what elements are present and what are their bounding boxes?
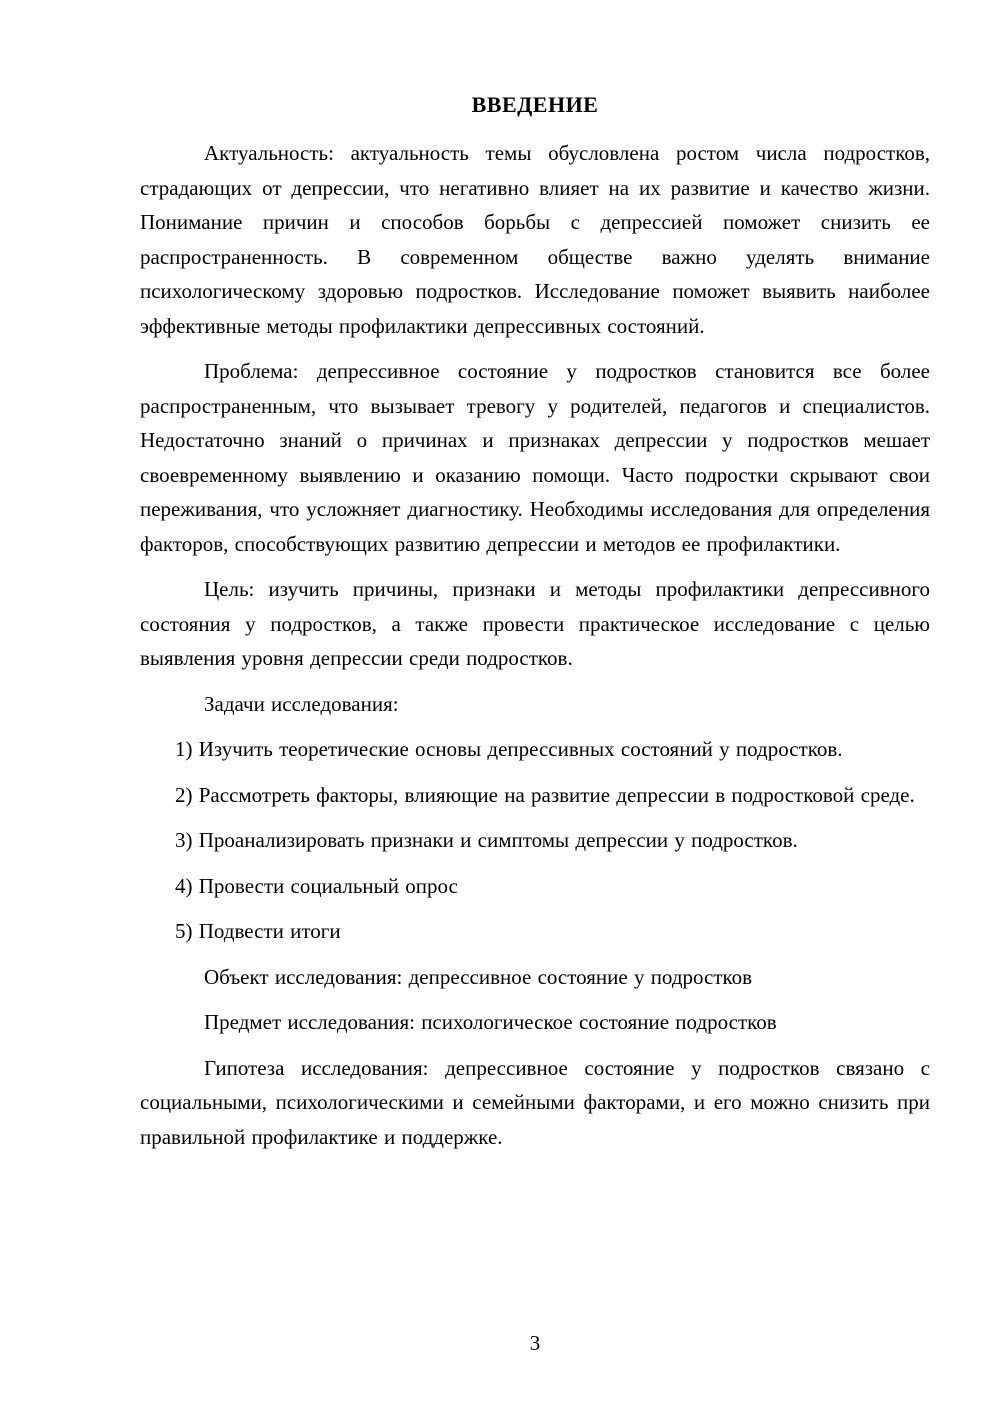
paragraph-goal: Цель: изучить причины, признаки и методы профилактики депрессивного состояния у подростков, а также провести практическое исследование с целью выявления уровня депрессии среди подростков.: [140, 577, 930, 670]
list-item-2: 2) Рассмотреть факторы, влияющие на развитие депрессии в подростковой среде.: [175, 782, 915, 807]
paragraph-tasks-heading: Задачи исследования:: [204, 691, 399, 716]
paragraph-object: Объект исследования: депрессивное состояние у подростков: [204, 964, 753, 989]
list-item-1: 1) Изучить теоретические основы депрессивных состояний у подростков.: [175, 737, 843, 761]
page-number: 3: [529, 1331, 541, 1355]
paragraph-relevance: Актуальность: актуальность темы обусловлена ростом числа подростков, страдающих от депрессии, что негативно влияет на их развитие и качество жизни. Понимание причин и способов борьбы с депрессией поможет снизить ее распространенность. В современном обществе важно уделять внимание психологическому здоровью подростков. Исследование поможет выявить наиболее эффективные методы профилактики депрессивных состояний.: [140, 141, 930, 338]
paragraph-hypothesis: Гипотеза исследования: депрессивное состояние у подростков связано с социальными, психологическими и семейными факторами, и его можно снизить при правильной профилактике и поддержке.: [140, 1055, 930, 1149]
list-item-3: 3) Проанализировать признаки и симптомы депрессии у подростков.: [175, 828, 798, 852]
paragraph-problem: Проблема: депрессивное состояние у подростков становится все более распространенным, что вызывает тревогу у родителей, педагогов и специалистов. Недостаточно знаний о причинах и признаках депрессии у подростков мешает своевременному выявлению и оказанию помощи. Часто подростки скрывают свои переживания, что усложняет диагностику. Необходимы исследования для определения факторов, способствующих развитию депрессии и методов ее профилактики.: [140, 359, 930, 556]
page-title: ВВЕДЕНИЕ: [471, 92, 599, 117]
paragraph-subject: Предмет исследования: психологическое состояние подростков: [204, 1010, 777, 1034]
list-item-4: 4) Провести социальный опрос: [175, 873, 458, 898]
list-item-5: 5) Подвести итоги: [175, 919, 341, 943]
